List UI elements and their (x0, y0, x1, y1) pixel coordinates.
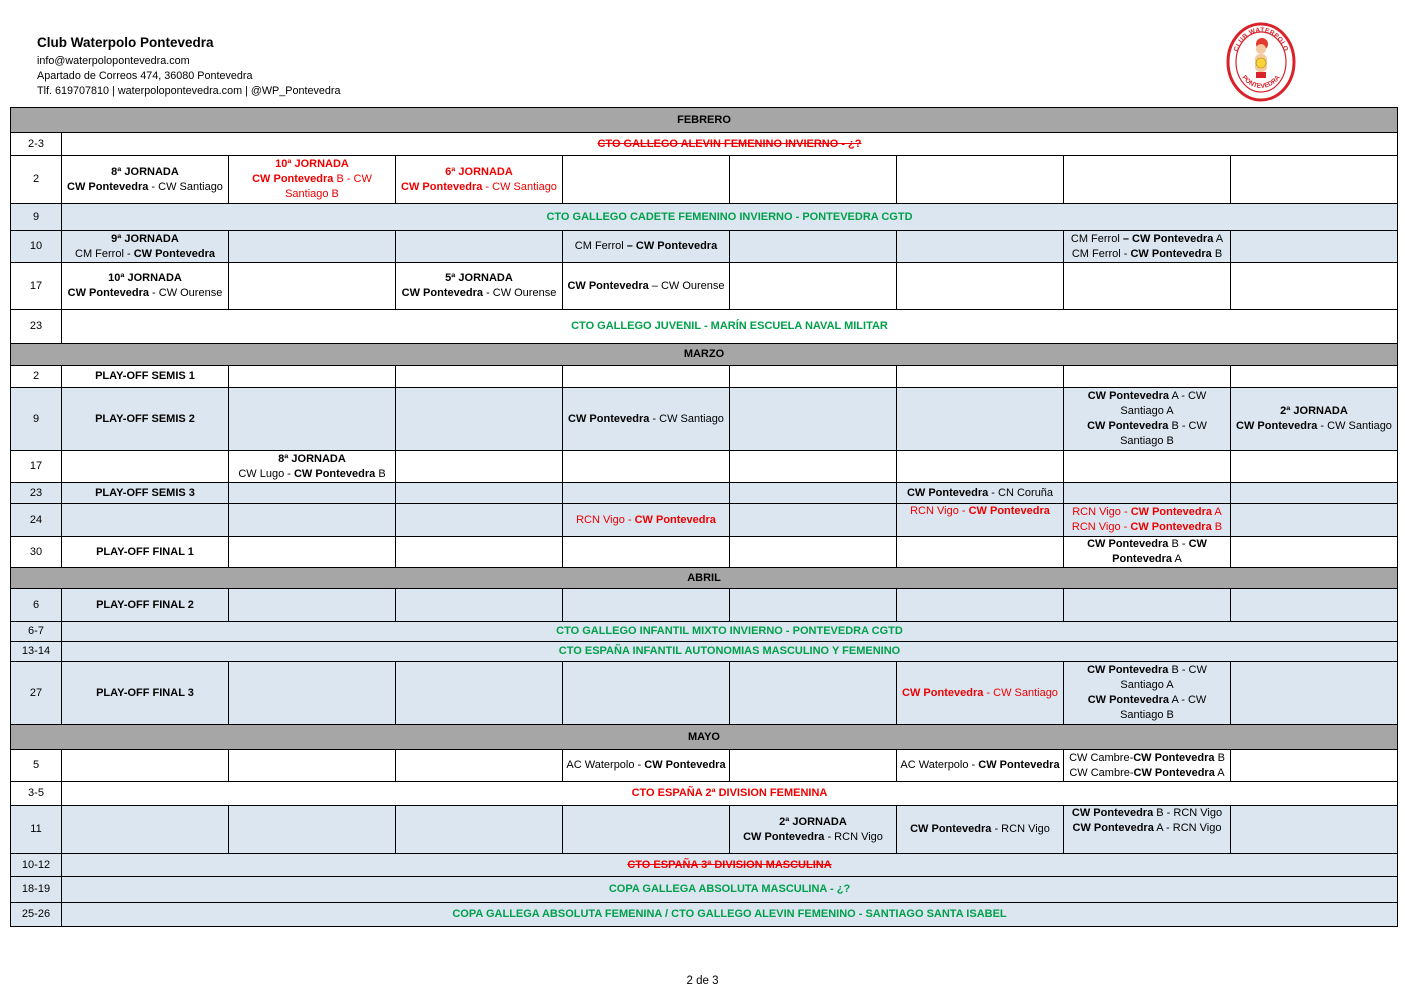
match-rest: - CW Ourense (148, 287, 223, 299)
empty-cell (229, 589, 396, 622)
team-suffix: A (1213, 232, 1224, 245)
playoff-cell (62, 537, 229, 568)
away-team: AC Waterpolo - (566, 759, 645, 771)
playoff-cell (62, 662, 229, 725)
home-team: CW Pontevedra (1130, 506, 1212, 518)
table-row (11, 204, 1398, 231)
empty-cell (229, 263, 396, 310)
match-cell (62, 156, 229, 204)
home-team: CW Pontevedra (67, 180, 149, 193)
away-team: CW Cambre- (1069, 766, 1134, 779)
home-team: CW Pontevedra (67, 287, 149, 299)
empty-cell (1231, 366, 1398, 388)
empty-cell (897, 231, 1064, 263)
empty-cell (1064, 156, 1231, 204)
team-suffix: B (1211, 247, 1223, 260)
empty-cell (730, 263, 897, 310)
table-row (11, 263, 1398, 310)
home-team: CW Pontevedra (401, 180, 483, 193)
empty-cell (229, 504, 396, 537)
empty-cell (730, 366, 897, 388)
empty-cell (897, 263, 1064, 310)
empty-cell (396, 504, 563, 537)
date-cell: 2 (11, 156, 62, 204)
month-header: FEBRERO (11, 108, 1398, 133)
empty-cell (229, 806, 396, 854)
empty-cell (730, 537, 897, 568)
match-rest: A - CW Santiago A (1120, 390, 1207, 417)
match-cell (1064, 537, 1231, 568)
table-row (11, 589, 1398, 622)
empty-cell (229, 483, 396, 504)
date-cell: 6 (11, 589, 62, 622)
logo-bottom-text: PONTEVEDRA (1240, 74, 1282, 91)
match-rest: - CN Coruña (988, 486, 1054, 499)
playoff-label: PLAY-OFF SEMIS 3 (95, 486, 195, 499)
empty-cell (730, 483, 897, 504)
match-title: 2ª JORNADA (1280, 405, 1348, 417)
month-header: MAYO (11, 725, 1398, 750)
match-cell (1064, 504, 1231, 537)
table-row (11, 388, 1398, 451)
date-cell: 11 (11, 806, 62, 854)
match-cell (563, 504, 730, 537)
match-rest: A - RCN Vigo (1153, 822, 1222, 834)
home-team: CW Pontevedra (1130, 247, 1212, 260)
home-team: CW Pontevedra (978, 759, 1060, 771)
empty-cell (62, 504, 229, 537)
home-team: CW Pontevedra (1087, 538, 1169, 550)
table-row (11, 451, 1398, 483)
away-team: AC Waterpolo - (900, 759, 979, 771)
home-team: CW Pontevedra (1133, 751, 1215, 764)
table-row (11, 310, 1398, 344)
date-cell: 6-7 (11, 622, 62, 642)
match-cell (897, 483, 1064, 504)
match-title: 10ª JORNADA (275, 158, 349, 170)
table-row (11, 903, 1398, 927)
table-row (11, 854, 1398, 877)
empty-cell (730, 156, 897, 204)
empty-cell (730, 589, 897, 622)
home-team: CW Pontevedra (1087, 420, 1169, 432)
empty-cell (62, 451, 229, 483)
empty-cell (1064, 263, 1231, 310)
empty-cell (62, 750, 229, 782)
home-team: CW Pontevedra (1087, 664, 1169, 676)
event-cell: COPA GALLEGA ABSOLUTA MASCULINA - ¿? (62, 877, 1398, 903)
empty-cell (1064, 589, 1231, 622)
date-cell: 5 (11, 750, 62, 782)
empty-cell (396, 366, 563, 388)
month-row-mayo (11, 725, 1398, 750)
away-team: CM Ferrol - (1071, 247, 1131, 260)
away-team: CW Cambre- (1069, 751, 1134, 764)
empty-cell (396, 451, 563, 483)
table-row (11, 483, 1398, 504)
empty-cell (396, 231, 563, 263)
date-cell: 23 (11, 483, 62, 504)
empty-cell (1064, 451, 1231, 483)
empty-cell (897, 451, 1064, 483)
away-team: RCN Vigo - (1071, 521, 1131, 533)
team-suffix: B (1214, 751, 1225, 764)
away-team: RCN Vigo - (576, 513, 635, 526)
home-team: CW Pontevedra (567, 279, 649, 292)
home-team: CW Pontevedra (133, 247, 215, 260)
empty-cell (1231, 806, 1398, 854)
away-team: CM Ferrol (1070, 232, 1123, 245)
match-rest: - CW Santiago (482, 180, 557, 193)
home-team: – CW Pontevedra (626, 240, 718, 252)
month-row-abril (11, 568, 1398, 589)
empty-cell (563, 537, 730, 568)
home-team: CW Pontevedra (1130, 521, 1212, 533)
empty-cell (229, 366, 396, 388)
empty-cell (897, 589, 1064, 622)
match-cell (1064, 231, 1231, 263)
empty-cell (563, 483, 730, 504)
playoff-label: PLAY-OFF FINAL 1 (96, 545, 194, 558)
event-cell: CTO GALLEGO JUVENIL - MARÍN ESCUELA NAVAL MILITAR (62, 310, 1398, 344)
match-cell (396, 263, 563, 310)
empty-cell (396, 750, 563, 782)
empty-cell (730, 388, 897, 451)
match-rest: – CW Ourense (648, 279, 725, 292)
match-title: 9ª JORNADA (111, 232, 179, 245)
match-cell (1064, 388, 1231, 451)
table-row (11, 877, 1398, 903)
away-team: CM Ferrol (574, 240, 627, 252)
empty-cell (396, 589, 563, 622)
home-team: CW Pontevedra (644, 759, 726, 771)
match-rest: - CW Santiago (983, 686, 1058, 699)
table-row (11, 782, 1398, 806)
playoff-cell (62, 483, 229, 504)
team-suffix: A (1214, 766, 1225, 779)
event-cell: CTO GALLEGO INFANTIL MIXTO INVIERNO - PONTEVEDRA CGTD (62, 622, 1398, 642)
match-cell (229, 156, 396, 204)
match-rest: B - CW Santiago A (1120, 664, 1207, 691)
match-rest: - CW Santiago (1317, 420, 1392, 432)
date-cell: 17 (11, 263, 62, 310)
away-team: CW Lugo - (238, 467, 294, 480)
page-number: 2 de 3 (686, 975, 719, 987)
empty-cell (1064, 366, 1231, 388)
empty-cell (396, 388, 563, 451)
empty-cell (229, 231, 396, 263)
empty-cell (1231, 231, 1398, 263)
empty-cell (897, 388, 1064, 451)
empty-cell (1231, 483, 1398, 504)
logo-top-text: CLUB WATERPOLO (1232, 26, 1290, 53)
empty-cell (730, 504, 897, 537)
date-cell: 10-12 (11, 854, 62, 877)
date-cell: 9 (11, 388, 62, 451)
table-row (11, 366, 1398, 388)
date-cell: 2 (11, 366, 62, 388)
club-email: info@waterpolopontevedra.com (37, 55, 190, 67)
club-contact: Tlf. 619707810 | waterpolopontevedra.com | @WP_Pontevedra (37, 85, 341, 97)
event-cell: CTO ESPAÑA 3ª DIVISION MASCULINA (62, 854, 1398, 877)
home-team: CW Pontevedra (1072, 822, 1154, 834)
table-row (11, 662, 1398, 725)
playoff-cell (62, 366, 229, 388)
home-team: CW Pontevedra (1112, 538, 1207, 565)
empty-cell (1231, 156, 1398, 204)
home-team: CW Pontevedra (634, 513, 716, 526)
home-team: CW Pontevedra (1087, 390, 1169, 402)
playoff-label: PLAY-OFF FINAL 3 (96, 686, 194, 699)
table-row (11, 133, 1398, 156)
match-rest: - CW Ourense (482, 287, 557, 299)
table-row (11, 806, 1398, 854)
match-title: 6ª JORNADA (445, 165, 513, 178)
home-team: CW Pontevedra (1087, 694, 1169, 706)
match-rest: - RCN Vigo (991, 823, 1050, 835)
match-title: 10ª JORNADA (108, 272, 182, 284)
match-cell (1064, 806, 1231, 854)
match-rest: B - (1168, 538, 1189, 550)
home-team: CW Pontevedra (293, 467, 376, 480)
match-cell (62, 231, 229, 263)
month-header: ABRIL (11, 568, 1398, 589)
empty-cell (396, 483, 563, 504)
empty-cell (1231, 750, 1398, 782)
date-cell: 10 (11, 231, 62, 263)
date-cell: 25-26 (11, 903, 62, 927)
playoff-label: PLAY-OFF SEMIS 2 (95, 412, 195, 425)
away-team: RCN Vigo - (910, 505, 969, 517)
away-team: RCN Vigo - (1072, 506, 1131, 518)
home-team: CW Pontevedra (910, 823, 992, 835)
table-row (11, 231, 1398, 263)
empty-cell (897, 537, 1064, 568)
away-team: CM Ferrol - (75, 247, 134, 260)
empty-cell (1231, 451, 1398, 483)
match-rest: B - RCN Vigo (1153, 807, 1223, 819)
match-rest: - CW Santiago (649, 412, 724, 425)
empty-cell (229, 388, 396, 451)
date-cell: 13-14 (11, 642, 62, 662)
match-cell (897, 750, 1064, 782)
match-cell (563, 263, 730, 310)
month-row-marzo (11, 344, 1398, 366)
event-cell: CTO GALLEGO ALEVIN FEMENINO INVIERNO - ¿? (62, 133, 1398, 156)
match-cell (730, 806, 897, 854)
match-title: 8ª JORNADA (111, 165, 179, 178)
playoff-cell (62, 589, 229, 622)
date-cell: 9 (11, 204, 62, 231)
match-rest: B - CW Santiago B (285, 173, 372, 200)
match-cell (1231, 388, 1398, 451)
calendar-table (10, 107, 1398, 927)
event-cell: COPA GALLEGA ABSOLUTA FEMENINA / CTO GALLEGO ALEVIN FEMENINO - SANTIAGO SANTA ISABEL (62, 903, 1398, 927)
home-team: CW Pontevedra (568, 412, 650, 425)
home-team: – CW Pontevedra (1122, 232, 1214, 245)
event-cell: CTO ESPAÑA 2ª DIVISION FEMENINA (62, 782, 1398, 806)
match-rest: - RCN Vigo (824, 830, 883, 843)
date-cell: 23 (11, 310, 62, 344)
home-team: CW Pontevedra (1236, 420, 1318, 432)
empty-cell (229, 662, 396, 725)
club-address: Apartado de Correos 474, 36080 Pontevedra (37, 70, 253, 82)
empty-cell (396, 806, 563, 854)
empty-cell (730, 750, 897, 782)
team-suffix: A (1211, 506, 1222, 518)
table-row (11, 622, 1398, 642)
empty-cell (1064, 483, 1231, 504)
home-team: CW Pontevedra (1133, 766, 1215, 779)
empty-cell (563, 589, 730, 622)
team-suffix: B (1211, 521, 1223, 533)
match-cell (897, 662, 1064, 725)
empty-cell (563, 451, 730, 483)
match-cell (897, 504, 1064, 537)
date-cell: 24 (11, 504, 62, 537)
event-cell: CTO ESPAÑA INFANTIL AUTONOMIAS MASCULINO Y FEMENINO (62, 642, 1398, 662)
empty-cell (730, 662, 897, 725)
empty-cell (563, 662, 730, 725)
empty-cell (1231, 263, 1398, 310)
date-cell: 17 (11, 451, 62, 483)
match-cell (897, 806, 1064, 854)
event-cell: CTO GALLEGO CADETE FEMENINO INVIERNO - PONTEVEDRA CGTD (62, 204, 1398, 231)
empty-cell (62, 806, 229, 854)
date-cell: 30 (11, 537, 62, 568)
empty-cell (730, 231, 897, 263)
empty-cell (1231, 504, 1398, 537)
month-row-febrero (11, 108, 1398, 133)
playoff-label: PLAY-OFF SEMIS 1 (95, 370, 195, 382)
empty-cell (396, 662, 563, 725)
table-row (11, 156, 1398, 204)
home-team: CW Pontevedra (401, 287, 483, 299)
empty-cell (730, 451, 897, 483)
match-title: 2ª JORNADA (779, 815, 847, 828)
playoff-cell (62, 388, 229, 451)
home-team: CW Pontevedra (1071, 807, 1154, 819)
match-cell (1064, 662, 1231, 725)
home-team: CW Pontevedra (902, 686, 984, 699)
table-row (11, 642, 1398, 662)
empty-cell (563, 806, 730, 854)
empty-cell (229, 537, 396, 568)
match-cell (62, 263, 229, 310)
match-cell (396, 156, 563, 204)
date-cell: 18-19 (11, 877, 62, 903)
empty-cell (1231, 662, 1398, 725)
empty-cell (229, 750, 396, 782)
match-rest: B - CW Santiago B (1120, 420, 1207, 447)
date-cell: 3-5 (11, 782, 62, 806)
match-title: 8ª JORNADA (278, 452, 346, 465)
empty-cell (1231, 589, 1398, 622)
home-team: CW Pontevedra (252, 173, 334, 185)
date-cell: 2-3 (11, 133, 62, 156)
match-cell (1064, 750, 1231, 782)
match-cell (563, 388, 730, 451)
match-rest: - CW Santiago (148, 180, 223, 193)
match-cell (563, 231, 730, 263)
club-name: Club Waterpolo Pontevedra (37, 35, 214, 50)
match-cell (229, 451, 396, 483)
club-logo (1226, 22, 1296, 102)
date-cell: 27 (11, 662, 62, 725)
match-title: 5ª JORNADA (445, 272, 513, 284)
home-team: CW Pontevedra (906, 486, 989, 499)
table-row (11, 750, 1398, 782)
table-row (11, 537, 1398, 568)
club-header (37, 35, 340, 99)
empty-cell (1231, 537, 1398, 568)
empty-cell (897, 366, 1064, 388)
team-suffix: A (1172, 553, 1182, 565)
home-team: CW Pontevedra (743, 830, 825, 843)
empty-cell (396, 537, 563, 568)
empty-cell (563, 366, 730, 388)
empty-cell (563, 156, 730, 204)
table-row (11, 504, 1398, 537)
month-header: MARZO (11, 344, 1398, 366)
match-cell (563, 750, 730, 782)
team-suffix: B (375, 467, 386, 480)
playoff-label: PLAY-OFF FINAL 2 (96, 598, 194, 611)
home-team: CW Pontevedra (968, 505, 1050, 517)
match-rest: A - CW Santiago B (1120, 694, 1207, 721)
empty-cell (897, 156, 1064, 204)
